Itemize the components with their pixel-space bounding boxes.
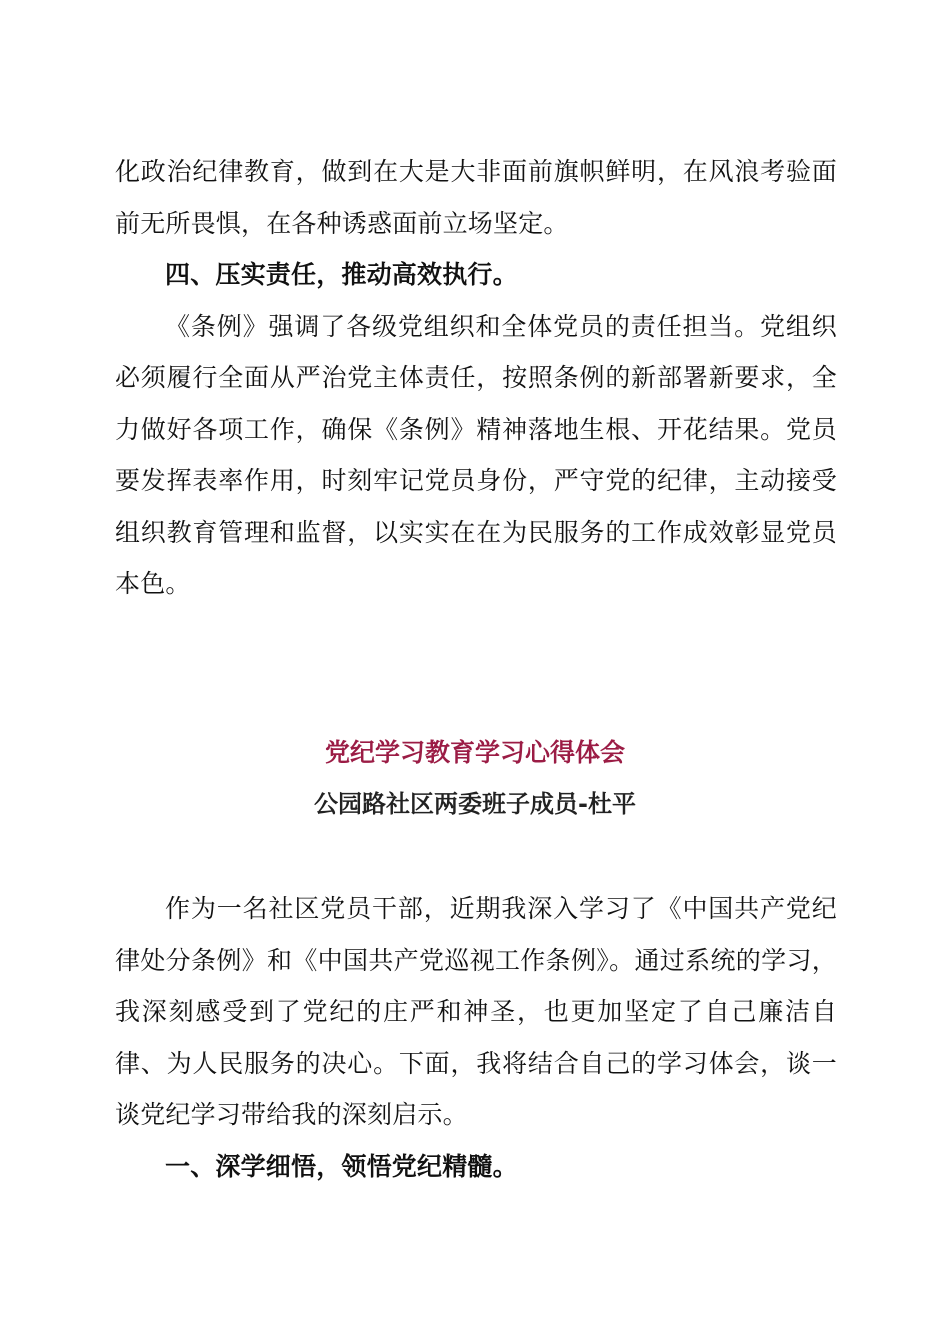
intro-paragraph: 作为一名社区党员干部，近期我深入学习了《中国共产党纪律处分条例》和《中国共产党巡视工作条例》。通过系统的学习，我深刻感受到了党纪的庄严和神圣，也更加坚定了自己廉洁自律、为人民服务的决心。下面，我将结合自己的学习体会，谈一谈党纪学习带给我的深刻启示。 <box>115 894 837 1129</box>
section-two-body <box>115 883 837 1192</box>
document-title: 党纪学习教育学习心得体会 <box>324 738 625 767</box>
continued-paragraph: 化政治纪律教育，做到在大是大非面前旗帜鲜明，在风浪考验面前无所畏惧，在各种诱惑面前立场坚定。 <box>115 157 837 238</box>
document-subtitle: 公园路社区两委班子成员-杜平 <box>314 790 636 818</box>
section-heading-one: 一、深学细悟，领悟党纪精髓。 <box>165 1151 518 1181</box>
responsibility-paragraph: 《条例》强调了各级党组织和全体党员的责任担当。党组织必须履行全面从严治党主体责任，按照条例的新部署新要求，全力做好各项工作，确保《条例》精神落地生根、开花结果。党员要发挥表率作用，时刻牢记党员身份，严守党的纪律，主动接受组织教育管理和监督，以实实在在为民服务的工作成效彰显党员本色。 <box>115 311 837 598</box>
section-heading-four: 四、压实责任，推动高效执行。 <box>165 260 518 289</box>
section-one-body <box>115 146 837 610</box>
